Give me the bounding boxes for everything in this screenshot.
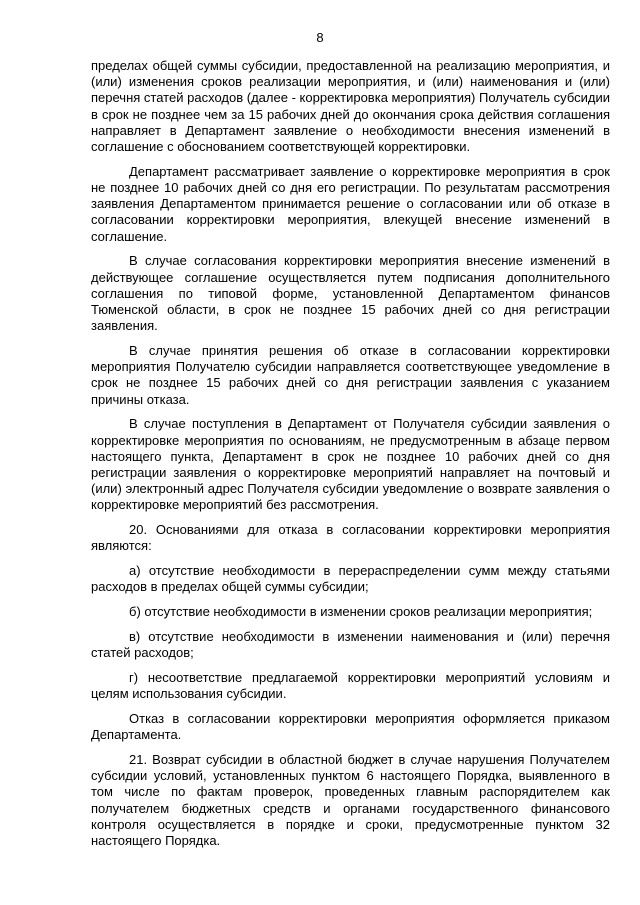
list-item-g: г) несоответствие предлагаемой корректировки мероприятий условиям и целям использования субсидии.: [91, 670, 610, 702]
document-body: [91, 58, 610, 858]
list-item-v: в) отсутствие необходимости в изменении наименования и (или) перечня статей расходов;: [91, 629, 610, 661]
list-item-a: а) отсутствие необходимости в перераспределении сумм между статьями расходов в пределах общей суммы субсидии;: [91, 563, 610, 595]
paragraph-review-term: Департамент рассматривает заявление о корректировке мероприятия в срок не позднее 10 рабочих дней со дня его регистрации. По результатам рассмотрения заявления Департаментом принимается решение о согласовании или об отказе в согласовании корректировки мероприятия, влекущей внесение изменений в соглашение.: [91, 163, 610, 244]
page-number: 8: [316, 30, 324, 45]
paragraph-continuation: пределах общей суммы субсидии, предоставленной на реализацию мероприятия, и (или) изменения сроков реализации мероприятия, и (или) наименования и (или) перечня статей расходов (далее - корректировка мероприятия) Получатель субсидии в срок не позднее чем за 15 рабочих дней до окончания срока действия соглашения направляет в Департамент заявление о необходимости внесения изменений в соглашение с обоснованием соответствующей корректировки.: [91, 58, 610, 155]
paragraph-refusal-order: Отказ в согласовании корректировки мероприятия оформляется приказом Департамента.: [91, 711, 610, 743]
paragraph-refusal-notice: В случае принятия решения об отказе в согласовании корректировки мероприятия Получателю субсидии направляется соответствующее уведомление в срок не позднее 15 рабочих дней со дня регистрации заявления с указанием причины отказа.: [91, 343, 610, 407]
paragraph-21: 21. Возврат субсидии в областной бюджет в случае нарушения Получателем субсидии условий, установленных пунктом 6 настоящего Порядка, выявленного в том числе по фактам проверок, проведенных главным распорядителем как получателем бюджетных средств и органами государственного финансового контроля осуществляется в порядке и сроки, предусмотренные пунктом 32 настоящего Порядка.: [91, 752, 610, 849]
paragraph-return-application: В случае поступления в Департамент от Получателя субсидии заявления о корректировке мероприятия по основаниям, не предусмотренным в абзаце первом настоящего пункта, Департамент в срок не позднее 10 рабочих дней со дня регистрации заявления о корректировке мероприятий направляет на почтовый и (или) электронный адрес Получателя субсидии уведомление о возврате заявления о корректировке мероприятий без рассмотрения.: [91, 416, 610, 513]
list-item-b: б) отсутствие необходимости в изменении сроков реализации мероприятия;: [129, 604, 593, 620]
paragraph-approval: В случае согласования корректировки мероприятия внесение изменений в действующее соглашение осуществляется путем подписания дополнительного соглашения по типовой форме, установленной Департаментом финансов Тюменской области, в срок не позднее 15 рабочих дней со дня регистрации заявления.: [91, 253, 610, 334]
paragraph-20-heading: 20. Основаниями для отказа в согласовании корректировки мероприятия являются:: [91, 522, 610, 554]
